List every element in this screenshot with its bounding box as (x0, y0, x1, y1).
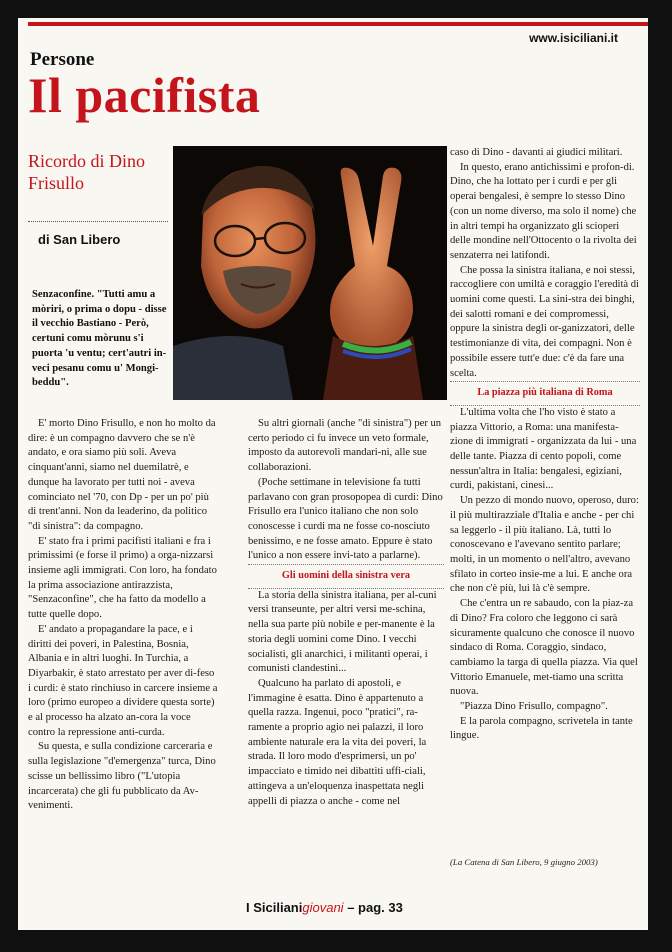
paragraph: E' morto Dino Frisullo, e non ho molto da dire: è un compagno davvero che se n'è andato, e ora siamo più soli. Aveva cinquant'anni, siamo nel duemilatrè, e dunque ha lavorato per tutti noi - aveva cominciato nel '70, con Dp - per un po' più di trent'anni. Non da leaderino, da politico "di sinistra": da compagno. (28, 418, 216, 532)
paragraph: Su questa, e sulla condizione carceraria e sulla legislazione "d'emergenza" turca, Dino scisse un bellissimo libro ("L'utopia incarcerata) che gli fu pubblicato da Av-venimenti. (28, 741, 216, 812)
article-subtitle: Ricordo di Dino Frisullo (28, 151, 145, 193)
column-3 (450, 146, 640, 744)
paragraph: E la parola compagno, scrivetela in tante lingue. (450, 715, 633, 742)
byline-divider (28, 221, 168, 222)
paragraph: Un pezzo di mondo nuovo, operoso, duro: il più multirazziale d'Italia e anche - per chi sa leggerlo - il più italiano. Là, tutti lo conoscevano e l'avevano sentito parlare; molti, in un momento o nell'altro, avevano sfilato in corteo insie-me a lui. E anche ora che non c'è più, lui là c'è sempre. (450, 495, 639, 595)
byline: di San Libero (38, 232, 121, 247)
paragraph: La storia della sinistra italiana, per al-cuni versi transeunte, per altri versi me-schina, nella sua parte più nobile e per-manente è la storia degli uomini come Dino. I vecchi socialisti, gli anarchici, i militanti operai, i comunisti clandestini... (248, 589, 437, 675)
magazine-page (18, 18, 648, 930)
subheading-sinistra-vera: Gli uomini della sinistra vera (248, 564, 444, 589)
paragraph: L'ultima volta che l'ho visto è stato a piazza Vittorio, a Roma: una manifesta-zione di immigrati - organizzata da lui - una delle tante. Piazza di cento popoli, come nessun'altra in Italia: bengalesi, egiziani, curdi, pakistani, cinesi... (450, 406, 637, 492)
page-number: – pag. 33 (347, 900, 403, 915)
source-credit: (La Catena di San Libero, 9 giugno 2003) (450, 857, 598, 867)
portrait-photo (173, 146, 447, 400)
paragraph: Su altri giornali (anche "di sinistra") per un certo periodo ci fu invece un veto formale, imposto da autorevoli mandari-ni, alle sue collaborazioni. (248, 418, 442, 474)
page-footer (246, 900, 403, 915)
paragraph: caso di Dino - davanti ai giudici militari. (450, 147, 623, 158)
opening-quote: Senzaconfine. "Tutti amu a mòriri, o prima o dopu - disse il vecchio Bastiano - Però, certuni comu mòrunu s'i puorta 'u ventu; cert'autri in-veci pesanu comu u' Mongi-beddu". (32, 289, 167, 389)
section-label: Persone (30, 49, 95, 70)
paragraph: (Poche settimane in televisione fa tutti parlavano con gran prosopopea di curdi: Dino Frisullo era l'unico italiano che non solo conoscesse i curdi ma ne fosse co-nosciuto benissimo, e ne fosse amato. Eppure è stato l'unico a non essere invi-tato a parlarne). (248, 476, 443, 562)
site-url: www.isiciliani.it (529, 31, 618, 45)
paragraph: E' andato a propagandare la pace, e i diritti dei poveri, in Palestina, Bosnia, Albania e in altri luoghi. In Turchia, a Diyarbakir, è stato arrestato per aver di-feso i curdi: è stato rinchiuso in carcere insieme a loro (primo europeo a dividere questa sorte) e al processo ha alzato an-cora la voce contro la repressione anti-curda. (28, 623, 218, 738)
subheading-piazza: La piazza più italiana di Roma (450, 381, 640, 406)
paragraph: E' stato fra i primi pacifisti italiani e fra i primissimi (e forse il primo) a orga-nizzarsi insieme agli immigrati. Con loro, ha fondato la prima associazione antirazzista, "Senzaconfine", che ha fatto da modello a tutte quelle dopo. (28, 535, 217, 621)
top-red-rule (28, 22, 648, 26)
footer-brand: I Siciliani (246, 900, 303, 915)
column-2 (248, 417, 444, 809)
footer-brand-suffix: giovani (302, 900, 344, 915)
paragraph: Qualcuno ha parlato di apostoli, e l'immagine è esatta. Dino è appartenuto a quella razza. Ingenui, poco "pratici", ra-ramente a proprio agio nei palazzi, il loro ambiente naturale era la vita dei poveri, la strada. Il loro modo d'esprimersi, un po' impacciato e timido nei dibattiti uffi-ciali, attingeva a un'eloquenza inaspettata negli appelli di piazza o anche - come nel (248, 677, 427, 807)
paragraph: Che c'entra un re sabaudo, con la piaz-za di Dino? Fra coloro che leggono ci sarà sicuramente qualcuno che conosce il nuovo sindaco di Roma. Coraggio, sindaco, cambiamo la targa di quella piazza. Via quel Vittorio Emanuele, met-tiamo una scritta nuova. (450, 598, 638, 698)
article-title: Il pacifista (28, 67, 261, 123)
column-1 (28, 417, 218, 814)
paragraph: In questo, erano antichissimi e profon-di. Dino, che ha lottato per i curdi e per gli operai bengalesi, è sempre lo stesso Dino (con un nome diverso, ma solo il nome) che in altri tempi ha organizzato gli scioperi delle mondine nell'Ottocento o la rivolta dei senzaterra nei latifondi. (450, 161, 637, 261)
paragraph: Che possa la sinistra italiana, e noi stessi, raccogliere con umiltà e coraggio l'eredità di uomini come questi. La sini-stra dei binghi, dei salotti romani e dei compromessi, oppure la sinistra degli or-ganizzatori, delle testimonianze di vita, dei compagni. Non è possibile essere tutt'e due: c'è da fare una scelta. (450, 264, 639, 379)
paragraph: "Piazza Dino Frisullo, compagno". (460, 701, 608, 713)
